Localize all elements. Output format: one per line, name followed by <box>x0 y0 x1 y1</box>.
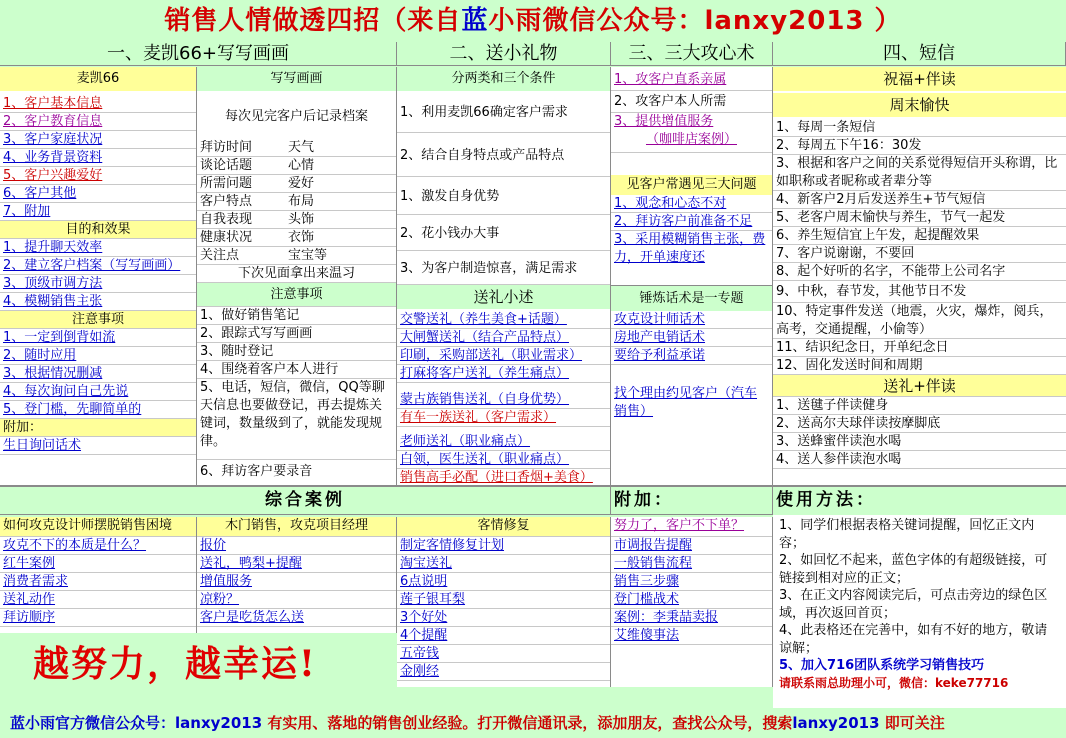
case-link[interactable]: 一般销售流程 <box>611 555 772 573</box>
attack-craft[interactable]: 房地产电销话术 <box>611 329 772 347</box>
sms-item: 5、老客户周末愉快与养生，节气一起发 <box>773 209 1066 227</box>
case-link[interactable]: 市调报告提醒 <box>611 537 772 555</box>
xiexie-pair-row <box>197 193 396 211</box>
attack-craft[interactable]: 要给予利益承诺 <box>611 347 772 365</box>
maikai-item[interactable]: 7、附加 <box>0 203 196 221</box>
maikai-column <box>0 67 197 485</box>
sms-gift: 1、送毽子伴读健身 <box>773 397 1066 415</box>
sms-item: 3、根据和客户之间的关系觉得短信开头称谓，比如职称或者昵称或者辈分等 <box>773 155 1066 191</box>
maikai-item[interactable]: 2、客户教育信息 <box>0 113 196 131</box>
sms-item: 10、特定事件发送（地震，火灾，爆炸，阅兵，高考，交通提醒，小偷等） <box>773 303 1066 339</box>
col-header-sms: 四、短信 <box>773 42 1066 66</box>
attack-craft-header: 锤炼话术是一专题 <box>611 285 772 311</box>
case-link[interactable]: 送礼，鸭梨+提醒 <box>197 555 396 573</box>
case-link[interactable]: 报价 <box>197 537 396 555</box>
xiexie-pair-left: 关注点 <box>200 248 240 263</box>
xiexie-pair-left: 客户特点 <box>200 194 253 209</box>
sms-item: 8、起个好听的名字，不能带上公司名字 <box>773 263 1066 281</box>
xiexie-note: 3、随时登记 <box>197 343 396 361</box>
usage-item: 2、如回忆不起来，蓝色字体的有超级链接，可链接到相对应的正文； <box>779 553 1048 586</box>
case-header: 综合案例 <box>0 487 611 515</box>
maikai-note[interactable]: 5、登门槛，先聊简单的 <box>0 401 196 419</box>
footer-desc: 有实用、落地的销售创业经验。打开微信通讯录，添加朋友，查找公众号，搜索 <box>267 714 793 732</box>
gift-story[interactable]: 印刷，采购部送礼（职业需求） <box>397 347 610 365</box>
sms-item: 4、新客户2月后发送养生+节气短信 <box>773 191 1066 209</box>
page-title <box>0 0 1066 42</box>
footer-account: 蓝小雨官方微信公众号：lanxy2013 <box>10 714 263 732</box>
maikai-note[interactable]: 2、随时应用 <box>0 347 196 365</box>
case-col3 <box>397 517 611 687</box>
maikai-item[interactable]: 4、业务背景资料 <box>0 149 196 167</box>
gift-header: 分两类和三个条件 <box>397 67 610 91</box>
xiexie-pair-row <box>197 175 396 193</box>
gift-item: 1、利用麦凯66确定客户需求 <box>397 93 610 133</box>
gift-item: 2、花小钱办大事 <box>397 217 610 251</box>
attack-problem[interactable]: 3、采用模糊销售主张，费力，开单速度还 <box>614 232 766 265</box>
sms-gift-header: 送礼+伴读 <box>773 375 1066 397</box>
case-col1-header: 如何攻克设计师摆脱销售困境 <box>0 517 196 537</box>
xiexie-header: 写写画画 <box>197 67 396 91</box>
gift-story[interactable]: 白领，医生送礼（职业痛点） <box>397 451 610 469</box>
attack-reason[interactable]: 找个理由约见客户（汽车销售） <box>614 386 758 419</box>
case-link[interactable]: 登门槛战术 <box>611 591 772 609</box>
gift-story[interactable]: 大闸蟹送礼（结合产品特点） <box>397 329 610 347</box>
case-col4-header[interactable]: 努力了，客户不下单？ <box>611 517 772 537</box>
xiexie-desc: 每次见完客户后记录档案 <box>224 109 368 124</box>
title-blue: 蓝 <box>461 6 489 36</box>
attack-item[interactable]: 1、攻客户直系亲属 <box>611 69 772 91</box>
xiexie-pair-right: 布局 <box>288 194 315 209</box>
xiexie-pair-right: 爱好 <box>288 176 315 191</box>
title-prefix: 销售人情做透四招（来自 <box>164 6 462 36</box>
usage-item: 3、在正文内容阅读完后，可点击旁边的绿色区域，再次返回首页； <box>779 588 1048 621</box>
gift-story[interactable]: 有车一族送礼（客户需求） <box>397 409 610 427</box>
sms-header2: 周末愉快 <box>773 93 1066 117</box>
xiexie-pair-left: 自我表现 <box>200 212 253 227</box>
maikai-goal-header: 目的和效果 <box>0 221 196 239</box>
xiexie-pair-right: 天气 <box>288 140 315 155</box>
maikai-goal[interactable]: 3、顶级市调方法 <box>0 275 196 293</box>
case-link[interactable]: 制定客情修复计划 <box>397 537 610 555</box>
col-header-attack: 三、三大攻心术 <box>611 42 773 66</box>
gift-story[interactable]: 打麻将客户送礼（养生痛点） <box>397 365 610 383</box>
maikai-header: 麦凯66 <box>0 67 196 91</box>
maikai-goal[interactable]: 4、模糊销售主张 <box>0 293 196 311</box>
case-link[interactable]: 6点说明 <box>397 573 610 591</box>
sms-gift: 2、送高尔夫球伴读按摩脚底 <box>773 415 1066 433</box>
case-link[interactable]: 红牛案例 <box>0 555 196 573</box>
case-link[interactable]: 客户是吃货怎么送 <box>197 609 396 627</box>
xiexie-note: 2、跟踪式写写画画 <box>197 325 396 343</box>
xiexie-pair-right: 衣饰 <box>288 230 315 245</box>
sms-item: 1、每周一条短信 <box>773 119 1066 137</box>
maikai-item[interactable]: 3、客户家庭状况 <box>0 131 196 149</box>
xiexie-note: 4、围绕着客户本人进行 <box>197 361 396 379</box>
xiexie-pair-left: 谈论话题 <box>200 158 253 173</box>
gift-story[interactable]: 老师送礼（职业痛点） <box>397 433 610 451</box>
maikai-goal[interactable]: 1、提升聊天效率 <box>0 239 196 257</box>
xiexie-pair-left: 所需问题 <box>200 176 253 191</box>
xiexie-pair-row <box>197 211 396 229</box>
sms-item: 2、每周五下午16：30发 <box>773 137 1066 155</box>
xiexie-pair-row <box>197 139 396 157</box>
gift-item: 1、激发自身优势 <box>397 179 610 215</box>
case-link[interactable]: 3个好处 <box>397 609 610 627</box>
sms-gift: 4、送人参伴读泡水喝 <box>773 451 1066 469</box>
maikai-note[interactable]: 3、根据情况删减 <box>0 365 196 383</box>
case-col2-header: 木门销售，攻克项目经理 <box>197 517 396 537</box>
sms-header1: 祝福+伴读 <box>773 67 1066 91</box>
xiexie-pair-left: 拜访时间 <box>200 140 253 155</box>
footer-id: lanxy2013 <box>792 714 880 732</box>
case-col3-header: 客情修复 <box>397 517 610 537</box>
maikai-goal[interactable]: 2、建立客户档案（写写画画） <box>0 257 196 275</box>
case-col4 <box>611 517 773 687</box>
usage-header: 使用方法： <box>776 490 876 510</box>
usage-contact: 请联系雨总助理小可，微信：keke77716 <box>779 675 1009 690</box>
case-link[interactable]: 攻克不下的本质是什么？ <box>0 537 196 555</box>
case-col1 <box>0 517 197 633</box>
extra-header: 附加： <box>611 487 773 515</box>
xiexie-pair-right: 宝宝等 <box>288 248 328 263</box>
xiexie-note6: 6、拜访客户要录音 <box>197 459 396 483</box>
col-header-maikai: 一、麦凯66+写写画画 <box>0 42 397 66</box>
xiexie-column <box>197 67 397 485</box>
usage-item: 4、此表格还在完善中，如有不好的地方，敬请谅解； <box>779 623 1048 656</box>
maikai-note[interactable]: 1、一定到倒背如流 <box>0 329 196 347</box>
case-link[interactable]: 销售三步骤 <box>611 573 772 591</box>
sms-column <box>773 67 1066 485</box>
gift-item: 3、为客户制造惊喜，满足需求 <box>397 253 610 285</box>
xiexie-pair-left: 健康状况 <box>200 230 253 245</box>
sms-item: 9、中秋，春节发，其他节日不发 <box>773 281 1066 303</box>
attack-item[interactable]: （咖啡店案例） <box>611 131 772 153</box>
attack-problem[interactable]: 1、观念和心态不对 <box>611 195 772 213</box>
case-col2 <box>197 517 397 633</box>
xiexie-pair-right: 头饰 <box>288 212 315 227</box>
maikai-extra[interactable]: 生日询问话术 <box>0 437 196 455</box>
maikai-extra-header: 附加： <box>0 419 196 437</box>
xiexie-pair-row <box>197 229 396 247</box>
case-link[interactable]: 凉粉？ <box>197 591 396 609</box>
sms-item: 7、客户说谢谢，不要回 <box>773 245 1066 263</box>
maikai-item[interactable]: 6、客户其他 <box>0 185 196 203</box>
attack-problem-header: 见客户常遇见三大问题 <box>611 175 772 195</box>
col-header-gift: 二、送小礼物 <box>397 42 611 66</box>
attack-item[interactable]: 3、提供增值服务 <box>614 114 714 129</box>
attack-item: 2、攻客户本人所需 <box>611 91 772 113</box>
footer-end: 即可关注 <box>884 714 945 732</box>
case-link[interactable]: 艾维傻事法 <box>611 627 772 645</box>
sms-item: 6、养生短信宜上午发，起提醒效果 <box>773 227 1066 245</box>
case-link[interactable]: 消费者需求 <box>0 573 196 591</box>
xiexie-note: 1、做好销售笔记 <box>197 307 396 325</box>
maikai-item[interactable]: 1、客户基本信息 <box>0 95 196 113</box>
case-link[interactable]: 淘宝送礼 <box>397 555 610 573</box>
usage-join: 5、加入716团队系统学习销售技巧 <box>779 658 985 673</box>
usage-box <box>773 515 1066 709</box>
xiexie-pair-row <box>197 157 396 175</box>
maikai-notes-header: 注意事项 <box>0 311 196 329</box>
sms-item: 11、结识纪念日，开单纪念日 <box>773 339 1066 357</box>
xiexie-next: 下次见面拿出来温习 <box>197 265 396 283</box>
gift-story[interactable]: 交警送礼（养生美食+话题） <box>397 311 610 329</box>
case-link[interactable]: 拜访顺序 <box>0 609 196 627</box>
case-link[interactable]: 莲子银耳梨 <box>397 591 610 609</box>
attack-problem[interactable]: 2、拜访客户前准备不足 <box>611 213 772 231</box>
attack-column <box>611 67 773 485</box>
case-link[interactable]: 金刚经 <box>397 663 610 681</box>
footer <box>0 708 1066 738</box>
xiexie-note5: 5、电话，短信，微信，QQ等聊天信息也要做登记，再去提炼关键词，数量级到了，就能发现规律。 <box>200 380 385 449</box>
bottom-section <box>0 485 1066 708</box>
xiexie-notes-header: 注意事项 <box>197 283 396 307</box>
xiexie-pair-right: 心情 <box>288 158 315 173</box>
gift-column <box>397 67 611 485</box>
gift-story-header: 送礼小述 <box>397 285 610 309</box>
case-link[interactable]: 送礼动作 <box>0 591 196 609</box>
case-link[interactable]: 五帝钱 <box>397 645 610 663</box>
attack-craft[interactable]: 攻克设计师话术 <box>611 311 772 329</box>
usage-item: 1、同学们根据表格关键词提醒，回忆正文内容； <box>779 518 1035 551</box>
gift-story[interactable]: 销售高手必配（进口香烟+美食） <box>397 469 610 487</box>
maikai-note[interactable]: 4、每次询问自己先说 <box>0 383 196 401</box>
title-suffix: 小雨微信公众号：lanxy2013 ） <box>488 6 902 36</box>
sms-item: 12、固化发送时间和周期 <box>773 357 1066 375</box>
case-link[interactable]: 案例：李秉喆卖报 <box>611 609 772 627</box>
case-link[interactable]: 4个提醒 <box>397 627 610 645</box>
xiexie-pair-row <box>197 247 396 265</box>
gift-item: 2、结合自身特点或产品特点 <box>397 135 610 177</box>
case-link[interactable]: 增值服务 <box>197 573 396 591</box>
slogan: 越努力，越幸运! <box>33 643 317 685</box>
gift-story[interactable]: 蒙古族销售送礼（自身优势） <box>397 391 610 409</box>
sms-gift: 3、送蜂蜜伴读泡水喝 <box>773 433 1066 451</box>
maikai-item[interactable]: 5、客户兴趣爱好 <box>0 167 196 185</box>
